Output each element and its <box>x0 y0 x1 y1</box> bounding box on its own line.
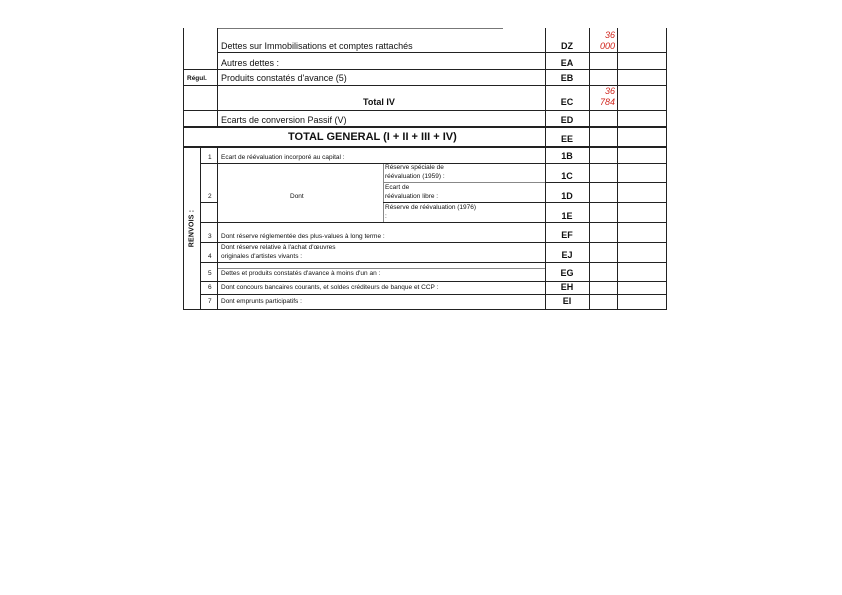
row-line <box>545 182 666 183</box>
row-line <box>383 202 666 203</box>
row-line <box>201 281 666 282</box>
row-code: EB <box>560 73 574 83</box>
renvoi-label: Dont concours bancaires courants, et soldes créditeurs de banque et CCP : <box>221 284 439 291</box>
border-right <box>666 28 667 310</box>
row-line <box>184 110 666 111</box>
row-label: Produits constatés d'avance (5) <box>221 73 347 83</box>
renvoi-num: 5 <box>208 270 212 277</box>
row-line <box>201 222 666 223</box>
row-line <box>218 52 666 53</box>
bottom-line <box>184 309 667 310</box>
renvoi-num: 7 <box>208 298 212 305</box>
border-left <box>183 28 184 310</box>
renvoi-label: Dettes et produits constatés d'avance à moins d'un an : <box>221 270 381 277</box>
renvoi-code: 1D <box>561 191 573 201</box>
renvoi-label: Dont réserve réglementée des plus-values à long terme : <box>221 233 385 240</box>
row-line <box>383 182 545 183</box>
renvoi-code: EH <box>560 282 574 292</box>
renvoi-num: 4 <box>208 253 212 260</box>
renvoi-num: 1 <box>208 154 212 161</box>
row-label: Ecarts de conversion Passif (V) <box>221 115 347 125</box>
col-divider-extra <box>617 28 618 310</box>
renvoi-code: EF <box>561 230 573 240</box>
row-code: EE <box>560 134 573 144</box>
row-line <box>184 69 666 70</box>
renvoi-sub-label: Ecart de <box>385 184 410 191</box>
row-code: ED <box>560 115 574 125</box>
row-code: EA <box>560 58 574 68</box>
regul-label: Régul. <box>187 75 207 82</box>
row-label: Autres dettes : <box>221 58 280 68</box>
renvoi-label: Ecart de réévaluation incorporé au capital : <box>221 154 345 161</box>
col-divider-label <box>217 28 218 127</box>
renvois-title: RENVOIS : <box>188 209 196 248</box>
renvoi-code: 1B <box>561 151 573 161</box>
renvoi-label: Dont réserve relative à l'achat d'œuvres <box>221 244 336 251</box>
row-line <box>201 262 666 263</box>
renvoi-num: 2 <box>208 193 212 200</box>
row-line <box>218 268 545 269</box>
renvoi-label: Dont emprunts participatifs : <box>221 298 302 305</box>
renvoi-sub-label: réévaluation (1959) : <box>385 173 445 180</box>
renvoi-sub-label: Réserve de réévaluation (1976) <box>385 204 477 211</box>
total-iv-label: Total IV <box>363 97 395 107</box>
row-line-thick <box>184 126 666 128</box>
renvoi-num: 3 <box>208 233 212 240</box>
renvoi-sub-label: : <box>385 213 387 220</box>
row-line <box>201 294 666 295</box>
renvoi-code: EJ <box>561 250 573 260</box>
row-code: EC <box>560 97 574 107</box>
row-line <box>201 202 217 203</box>
renvoi-code: 1E <box>561 211 573 221</box>
renvoi-code: EI <box>562 296 572 306</box>
row-value: 36 000 <box>599 30 615 51</box>
row-value: 36 784 <box>599 86 615 107</box>
dont-label: Dont <box>290 193 304 200</box>
renvoi-sub-label: réévaluation libre : <box>385 193 439 200</box>
row-line <box>201 242 666 243</box>
row-code: DZ <box>561 41 573 51</box>
renvois-col <box>217 148 218 310</box>
col-divider-code <box>545 28 546 310</box>
dont-col <box>383 163 384 222</box>
renvoi-label: originales d'artistes vivants : <box>221 253 303 260</box>
total-general-label: TOTAL GENERAL (I + II + III + IV) <box>288 131 457 143</box>
renvoi-code: EG <box>560 268 574 278</box>
renvois-col <box>200 148 201 310</box>
row-line-thick <box>184 146 666 148</box>
renvoi-code: 1C <box>561 171 573 181</box>
col-divider-value <box>589 28 590 310</box>
row-label: Dettes sur Immobilisations et comptes rattachés <box>221 41 413 51</box>
renvoi-num: 6 <box>208 284 212 291</box>
top-rule <box>218 28 503 29</box>
renvoi-sub-label: Réserve spéciale de <box>385 164 444 171</box>
